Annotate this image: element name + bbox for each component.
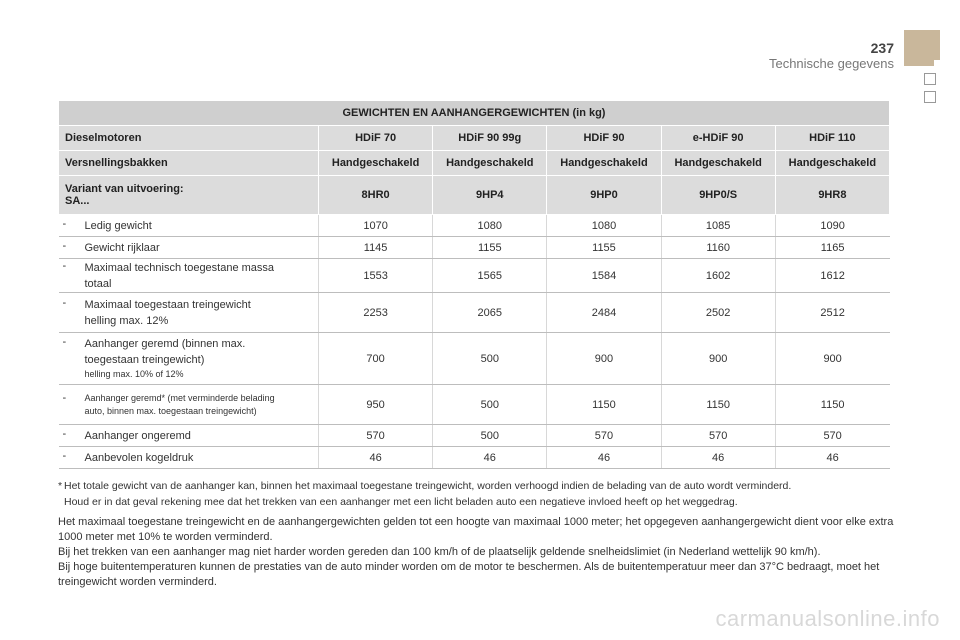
paragraph-altitude: Het maximaal toegestane treingewicht en de aanhangergewichten gelden tot een hoogte van maximaal 1000 meter; het opgegeven aanhangergewicht dient voor elke extra 1000 meter met 10% te worden verminderd. — [58, 516, 894, 543]
table-row — [59, 259, 890, 293]
table-cell: 1145 — [319, 237, 433, 259]
gearbox-header: Handgeschakeld — [319, 151, 433, 176]
row-label: Maximaal toegestaan treingewicht — [84, 298, 251, 311]
table-cell: 2484 — [547, 293, 661, 333]
table-cell: 2502 — [661, 293, 775, 333]
engine-header: HDiF 70 — [319, 126, 433, 151]
table-cell: 1602 — [661, 259, 775, 293]
table-cell: 1070 — [319, 215, 433, 237]
table-cell: 500 — [433, 425, 547, 447]
gearbox-header: Handgeschakeld — [433, 151, 547, 176]
table-cell: 570 — [319, 425, 433, 447]
table-cell: 1165 — [775, 237, 889, 259]
footnote — [58, 478, 898, 510]
row-dash: - — [62, 296, 67, 309]
variant-header: 9HP4 — [433, 176, 547, 215]
table-cell: 950 — [319, 385, 433, 425]
table-row — [59, 215, 890, 237]
table-cell: 2065 — [433, 293, 547, 333]
row-dash: - — [62, 259, 67, 272]
table-row — [59, 237, 890, 259]
variant-header: 9HP0/S — [661, 176, 775, 215]
table-cell: 900 — [661, 333, 775, 385]
variant-row — [59, 176, 890, 215]
table-row — [59, 333, 890, 385]
table-cell: 700 — [319, 333, 433, 385]
engine-header: e-HDiF 90 — [661, 126, 775, 151]
page-marker-icon — [924, 91, 936, 103]
row-dash: - — [62, 336, 67, 348]
table-cell: 1080 — [433, 215, 547, 237]
section-title: Technische gegevens — [768, 56, 894, 71]
table-cell: 1080 — [547, 215, 661, 237]
variant-header: 9HP0 — [547, 176, 661, 215]
table-cell: 2253 — [319, 293, 433, 333]
table-cell: 900 — [547, 333, 661, 385]
engine-header: HDiF 90 99g — [433, 126, 547, 151]
variant-label — [59, 176, 319, 215]
variant-header: 9HR8 — [775, 176, 889, 215]
paragraph-temperature: Bij hoge buitentemperaturen kunnen de prestaties van de auto minder worden om de motor te beschermen. Als de buitentemperatuur meer dan 37°C bedraagt, moet het treingewicht worden verminderd. — [58, 561, 880, 588]
engines-row — [59, 126, 890, 151]
row-label: Ledig gewicht — [84, 219, 152, 232]
variant-header: 8HR0 — [319, 176, 433, 215]
table-cell: 1150 — [775, 385, 889, 425]
table-cell: 570 — [547, 425, 661, 447]
row-label: Aanhanger geremd (binnen max. — [84, 338, 246, 350]
section-tab-dot-icon — [934, 60, 940, 66]
row-label-note: helling max. 10% of 12% — [84, 369, 184, 379]
gearbox-row — [59, 151, 890, 176]
row-label: Aanhanger ongeremd — [84, 429, 191, 442]
table-cell: 500 — [433, 385, 547, 425]
row-dash: - — [62, 391, 67, 404]
row-label: Gewicht rijklaar — [84, 241, 160, 254]
table-cell: 46 — [661, 447, 775, 469]
table-cell: 1155 — [547, 237, 661, 259]
table-cell: 500 — [433, 333, 547, 385]
row-label-cont: helling max. 12% — [84, 314, 169, 327]
table-cell: 1090 — [775, 215, 889, 237]
table-cell: 1565 — [433, 259, 547, 293]
table-row — [59, 425, 890, 447]
table-title-row — [59, 101, 890, 126]
variant-label-line2: SA... — [65, 195, 90, 207]
gearbox-label: Versnellingsbakken — [59, 151, 319, 176]
table-row — [59, 447, 890, 469]
row-label: Aanhanger geremd* (met verminderde belading — [84, 392, 275, 403]
row-dash: - — [62, 449, 67, 462]
row-dash: - — [62, 427, 67, 440]
paragraph-speed: Bij het trekken van een aanhanger mag niet harder worden gereden dan 100 km/h of de plaatselijk geldende snelheidslimiet (in Nederland wettelijk 90 km/h). — [58, 546, 821, 558]
table-row — [59, 385, 890, 425]
gearbox-header: Handgeschakeld — [775, 151, 889, 176]
row-label: Aanbevolen kogeldruk — [84, 451, 194, 464]
page-number: 237 — [870, 40, 894, 56]
watermark: carmanualsonline.info — [715, 606, 940, 631]
table-row — [59, 293, 890, 333]
row-dash: - — [62, 217, 67, 230]
row-dash: - — [62, 239, 67, 252]
footnote-star: * — [58, 480, 63, 492]
table-title: GEWICHTEN EN AANHANGERGEWICHTEN (in kg) — [59, 101, 890, 126]
table-cell: 570 — [661, 425, 775, 447]
info-paragraph — [58, 515, 898, 590]
table-cell: 2512 — [775, 293, 889, 333]
gearbox-header: Handgeschakeld — [547, 151, 661, 176]
weights-table — [58, 100, 890, 469]
row-label-cont: totaal — [84, 277, 112, 290]
engine-header: HDiF 90 — [547, 126, 661, 151]
table-cell: 900 — [775, 333, 889, 385]
row-label: Maximaal technisch toegestane massa — [84, 261, 275, 274]
table-cell: 1160 — [661, 237, 775, 259]
table-cell: 570 — [775, 425, 889, 447]
engines-label: Dieselmotoren — [59, 126, 319, 151]
table-cell: 46 — [775, 447, 889, 469]
table-cell: 1150 — [547, 385, 661, 425]
table-cell: 1085 — [661, 215, 775, 237]
table-cell: 46 — [433, 447, 547, 469]
engine-header: HDiF 110 — [775, 126, 889, 151]
row-label-cont: auto, binnen max. toegestaan treingewicht) — [84, 405, 257, 416]
table-cell: 1155 — [433, 237, 547, 259]
variant-label-line1: Variant van uitvoering: — [65, 183, 184, 195]
row-label-cont: toegestaan treingewicht) — [84, 354, 205, 366]
page-marker-icon — [924, 73, 936, 85]
table-cell: 1584 — [547, 259, 661, 293]
table-cell: 46 — [319, 447, 433, 469]
table-cell: 1553 — [319, 259, 433, 293]
table-cell: 46 — [547, 447, 661, 469]
gearbox-header: Handgeschakeld — [661, 151, 775, 176]
footnote-line2: Houd er in dat geval rekening mee dat het trekken van een aanhanger met een licht beladen auto een negatieve invloed heeft op het weggedrag. — [64, 496, 738, 508]
table-cell: 1612 — [775, 259, 889, 293]
footnote-line1: Het totale gewicht van de aanhanger kan, binnen het maximaal toegestane treingewicht, worden verhoogd indien de belading van de auto wordt verminderd. — [64, 480, 792, 492]
table-cell: 1150 — [661, 385, 775, 425]
